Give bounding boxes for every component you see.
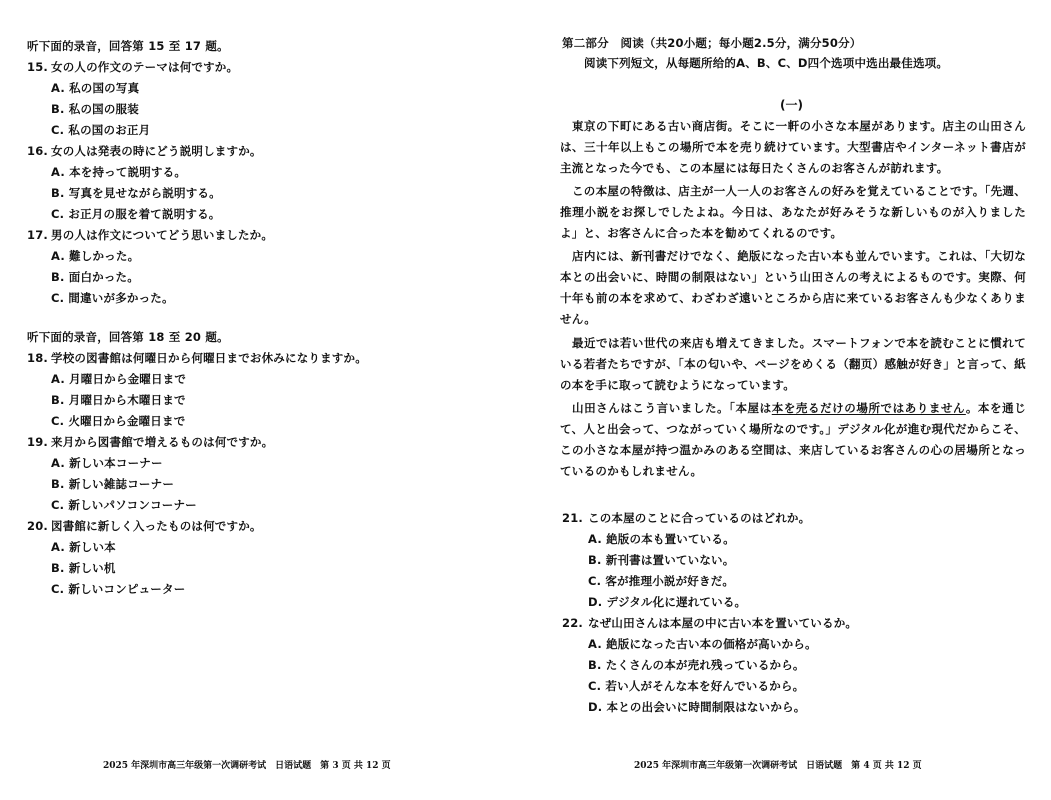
- passage-paragraph-3: 店内には、新刊書だけでなく、絶版になった古い本も並んでいます。これは、「大切な本との出会いに、時間の制限はない」という山田さんの考えによるものです。実際、何十年も前の本を求めて、わざわざ遠いところから店に来ているお客さんも少なくありません。: [560, 249, 1026, 326]
- right-page: [540, 0, 1051, 800]
- question-20: [27, 518, 262, 534]
- question-text: 学校の図書館は何曜日から何曜日までお休みになりますか。: [51, 351, 367, 365]
- question-number: 22.: [562, 616, 583, 630]
- question-number: 21.: [562, 511, 583, 525]
- question-number: 20.: [27, 519, 48, 533]
- question-22: [562, 615, 857, 631]
- option: D. 本との出会いに時間制限はないから。: [588, 700, 806, 714]
- passage-paragraph-2: この本屋の特徴は、店主が一人一人のお客さんの好みを覚えていることです。「先週、推理小説をお探しでしたよね。今日は、あなたが好みそうな新しいものが入りましたよ」と、お客さんに合った本を勧めてくれるのです。: [560, 184, 1026, 240]
- option: A. 新しい本: [51, 540, 116, 554]
- option: A. 絶版の本も置いている。: [588, 532, 735, 546]
- option: A. 私の国の写真: [51, 81, 140, 95]
- question-number: 16.: [27, 144, 48, 158]
- option: C. 私の国のお正月: [51, 123, 151, 137]
- question-number: 19.: [27, 435, 48, 449]
- option: B. たくさんの本が売れ残っているから。: [588, 658, 805, 672]
- question-text: 図書館に新しく入ったものは何ですか。: [51, 519, 262, 533]
- question-text: 女の人は発表の時にどう説明しますか。: [51, 144, 262, 158]
- section-header: 听下面的录音，回答第 15 至 17 题。: [27, 39, 229, 53]
- option: C. 若い人がそんな本を好んでいるから。: [588, 679, 805, 693]
- option: A. 月曜日から金曜日まで: [51, 372, 187, 386]
- para5-start: 山田さんはこう言いました。「本屋は: [572, 401, 772, 415]
- question-number: 18.: [27, 351, 48, 365]
- option: B. 面白かった。: [51, 270, 139, 284]
- question-17: [27, 227, 273, 243]
- option: C. 新しいコンピューター: [51, 582, 186, 596]
- option: A. 本を持って説明する。: [51, 165, 187, 179]
- question-16: [27, 143, 262, 159]
- option: B. 新刊書は置いていない。: [588, 553, 735, 567]
- question-text: 女の人の作文のテーマは何ですか。: [51, 60, 239, 74]
- question-18: [27, 350, 367, 366]
- option: B. 写真を見せながら説明する。: [51, 186, 221, 200]
- passage-title: (一): [780, 98, 803, 112]
- option: D. デジタル化に遅れている。: [588, 595, 747, 609]
- question-text: なぜ山田さんは本屋の中に古い本を置いているか。: [588, 616, 858, 630]
- passage-paragraph-4: 最近では若い世代の来店も増えてきました。スマートフォンで本を読むことに慣れている若者たちですが、「本の匂いや、ページをめくる（翻页）感触が好き」と言って、紙の本を手に取って読むようになっています。: [560, 336, 1026, 392]
- question-text: この本屋のことに合っているのはどれか。: [588, 511, 811, 525]
- passage-paragraph-5: [560, 398, 1026, 482]
- question-number: 17.: [27, 228, 48, 242]
- left-page: [0, 0, 520, 800]
- option: C. 新しいパソコンコーナー: [51, 498, 197, 512]
- option: B. 新しい机: [51, 561, 116, 575]
- question-21: [562, 510, 810, 526]
- option: B. 月曜日から木曜日まで: [51, 393, 186, 407]
- question-text: 来月から図書館で増えるものは何ですか。: [51, 435, 274, 449]
- option: B. 新しい雑誌コーナー: [51, 477, 175, 491]
- option: C. お正月の服を着て説明する。: [51, 207, 221, 221]
- question-number: 15.: [27, 60, 48, 74]
- part-header: 第二部分 阅读（共20小题；每小题2.5分，满分50分）: [562, 36, 862, 50]
- passage-paragraph-1: 東京の下町にある古い商店街。そこに一軒の小さな本屋があります。店主の山田さんは、三十年以上もこの場所で本を売り続けています。大型書店やインターネット書店が主流となった今でも、この本屋には毎日たくさんのお客さんが訪れます。: [560, 119, 1026, 175]
- question-text: 男の人は作文についてどう思いましたか。: [51, 228, 274, 242]
- question-15: [27, 59, 238, 75]
- underlined-phrase: 本を売るだけの場所ではありません: [771, 401, 966, 415]
- option: A. 新しい本コーナー: [51, 456, 163, 470]
- page-footer: 2025 年深圳市高三年级第一次调研考试 日语试题 第 3 页 共 12 页: [103, 761, 391, 771]
- option: C. 間違いが多かった。: [51, 291, 174, 305]
- section-header: 听下面的录音，回答第 18 至 20 题。: [27, 330, 229, 344]
- option: C. 客が推理小説が好きだ。: [588, 574, 735, 588]
- instruction: 阅读下列短文，从每题所给的A、B、C、D四个选项中选出最佳选项。: [584, 56, 949, 70]
- option: A. 難しかった。: [51, 249, 140, 263]
- para5-end: 。本を通じて、人と出会って、つながっていく場所なのです。」デジタル化が進む現代だからこそ、この小さな本屋が持つ温かみのある空間は、来店しているお客さんの心の居場所となっているのかもしれません。: [560, 401, 1026, 478]
- option: B. 私の国の服装: [51, 102, 139, 116]
- question-19: [27, 434, 273, 450]
- option: C. 火曜日から金曜日まで: [51, 414, 186, 428]
- page-footer: 2025 年深圳市高三年级第一次调研考试 日语试题 第 4 页 共 12 页: [634, 761, 922, 771]
- option: A. 絶版になった古い本の価格が高いから。: [588, 637, 817, 651]
